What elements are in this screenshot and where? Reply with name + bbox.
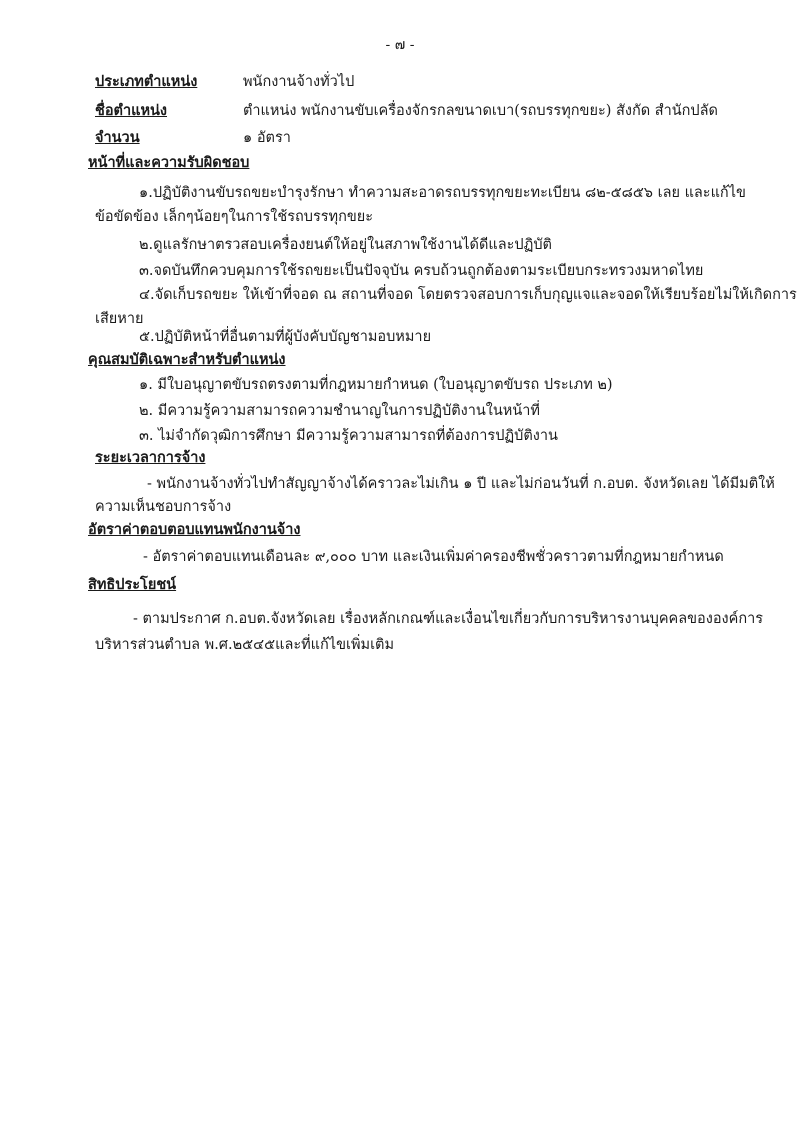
duty-line: ๕.ปฏิบัติหน้าที่อื่นตามที่ผู้บังคับบัญชามอบหมาย <box>139 329 432 345</box>
qualification-line: ๑. มีใบอนุญาตขับรถตรงตามที่กฎหมายกำหนด (ใบอนุญาตขับรถ ประเภท ๒) <box>139 377 613 393</box>
qualification-line: ๓. ไม่จำกัดวุฒิการศึกษา มีความรู้ความสามารถที่ต้องการปฏิบัติงาน <box>139 428 558 444</box>
benefits-heading: สิทธิประโยชน์ <box>88 576 177 593</box>
duties-heading: หน้าที่และความรับผิดชอบ <box>88 154 250 171</box>
benefits-line: - ตามประกาศ ก.อบต.จังหวัดเลย เรื่องหลักเกณฑ์และเงื่อนไขเกี่ยวกับการบริหารงานบุคคลขององค์การ <box>133 611 764 627</box>
page-number: - ๗ - <box>385 37 415 53</box>
duty-line: ๑.ปฏิบัติงานขับรถขยะบำรุงรักษา ทำความสะอาดรถบรรทุกขยะทะเบียน ๘๒-๕๘๕๖ เลย และแก้ไข <box>139 185 746 201</box>
position-name-value: ตำแหน่ง พนักงานขับเครื่องจักรกลขนาดเบา(รถบรรทุกขยะ) สังกัด สำนักปลัด <box>243 103 718 119</box>
period-line: ความเห็นชอบการจ้าง <box>95 499 232 515</box>
position-count-label: จำนวน <box>95 129 140 146</box>
position-type-label: ประเภทตำแหน่ง <box>95 73 198 90</box>
compensation-line: - อัตราค่าตอบแทนเดือนละ ๙,๐๐๐ บาท และเงินเพิ่มค่าครองชีพชั่วคราวตามที่กฎหมายกำหนด <box>143 549 724 565</box>
qualification-line: ๒. มีความรู้ความสามารถความชำนาญในการปฏิบัติงานในหน้าที่ <box>139 403 540 419</box>
period-heading: ระยะเวลาการจ้าง <box>95 449 206 466</box>
qualifications-heading: คุณสมบัติเฉพาะสำหรับตำแหน่ง <box>88 351 286 368</box>
duty-line: ๔.จัดเก็บรถขยะ ให้เข้าที่จอด ณ สถานที่จอด โดยตรวจสอบการเก็บกุญแจและจอดให้เรียบร้อยไม่ให้เกิดการ <box>139 287 797 303</box>
position-count-value: ๑ อัตรา <box>243 130 291 146</box>
position-name-label: ชื่อตำแหน่ง <box>95 102 168 119</box>
compensation-heading: อัตราค่าตอบตอบแทนพนักงานจ้าง <box>88 521 301 538</box>
duty-line: เสียหาย <box>95 311 144 327</box>
period-line: - พนักงานจ้างทั่วไปทำสัญญาจ้างได้คราวละไม่เกิน ๑ ปี และไม่ก่อนวันที่ ก.อบต. จังหวัดเลย ได้มีมติให้ <box>147 476 775 492</box>
duty-line: ๓.จดบันทึกควบคุมการใช้รถขยะเป็นปัจจุบัน ครบถ้วนถูกต้องตามระเบียบกระทรวงมหาดไทย <box>139 263 704 279</box>
benefits-line: บริหารส่วนตำบล พ.ศ.๒๕๔๕และที่แก้ไขเพิ่มเติม <box>95 637 395 653</box>
duty-line: ๒.ดูแลรักษาตรวสอบเครื่องยนต์ให้อยู่ในสภาพใช้งานได้ดีและปฏิบัติ <box>139 237 552 253</box>
position-type-value: พนักงานจ้างทั่วไป <box>243 74 355 90</box>
duty-line: ข้อขัดข้อง เล็กๆน้อยๆในการใช้รถบรรทุกขยะ <box>95 209 374 225</box>
